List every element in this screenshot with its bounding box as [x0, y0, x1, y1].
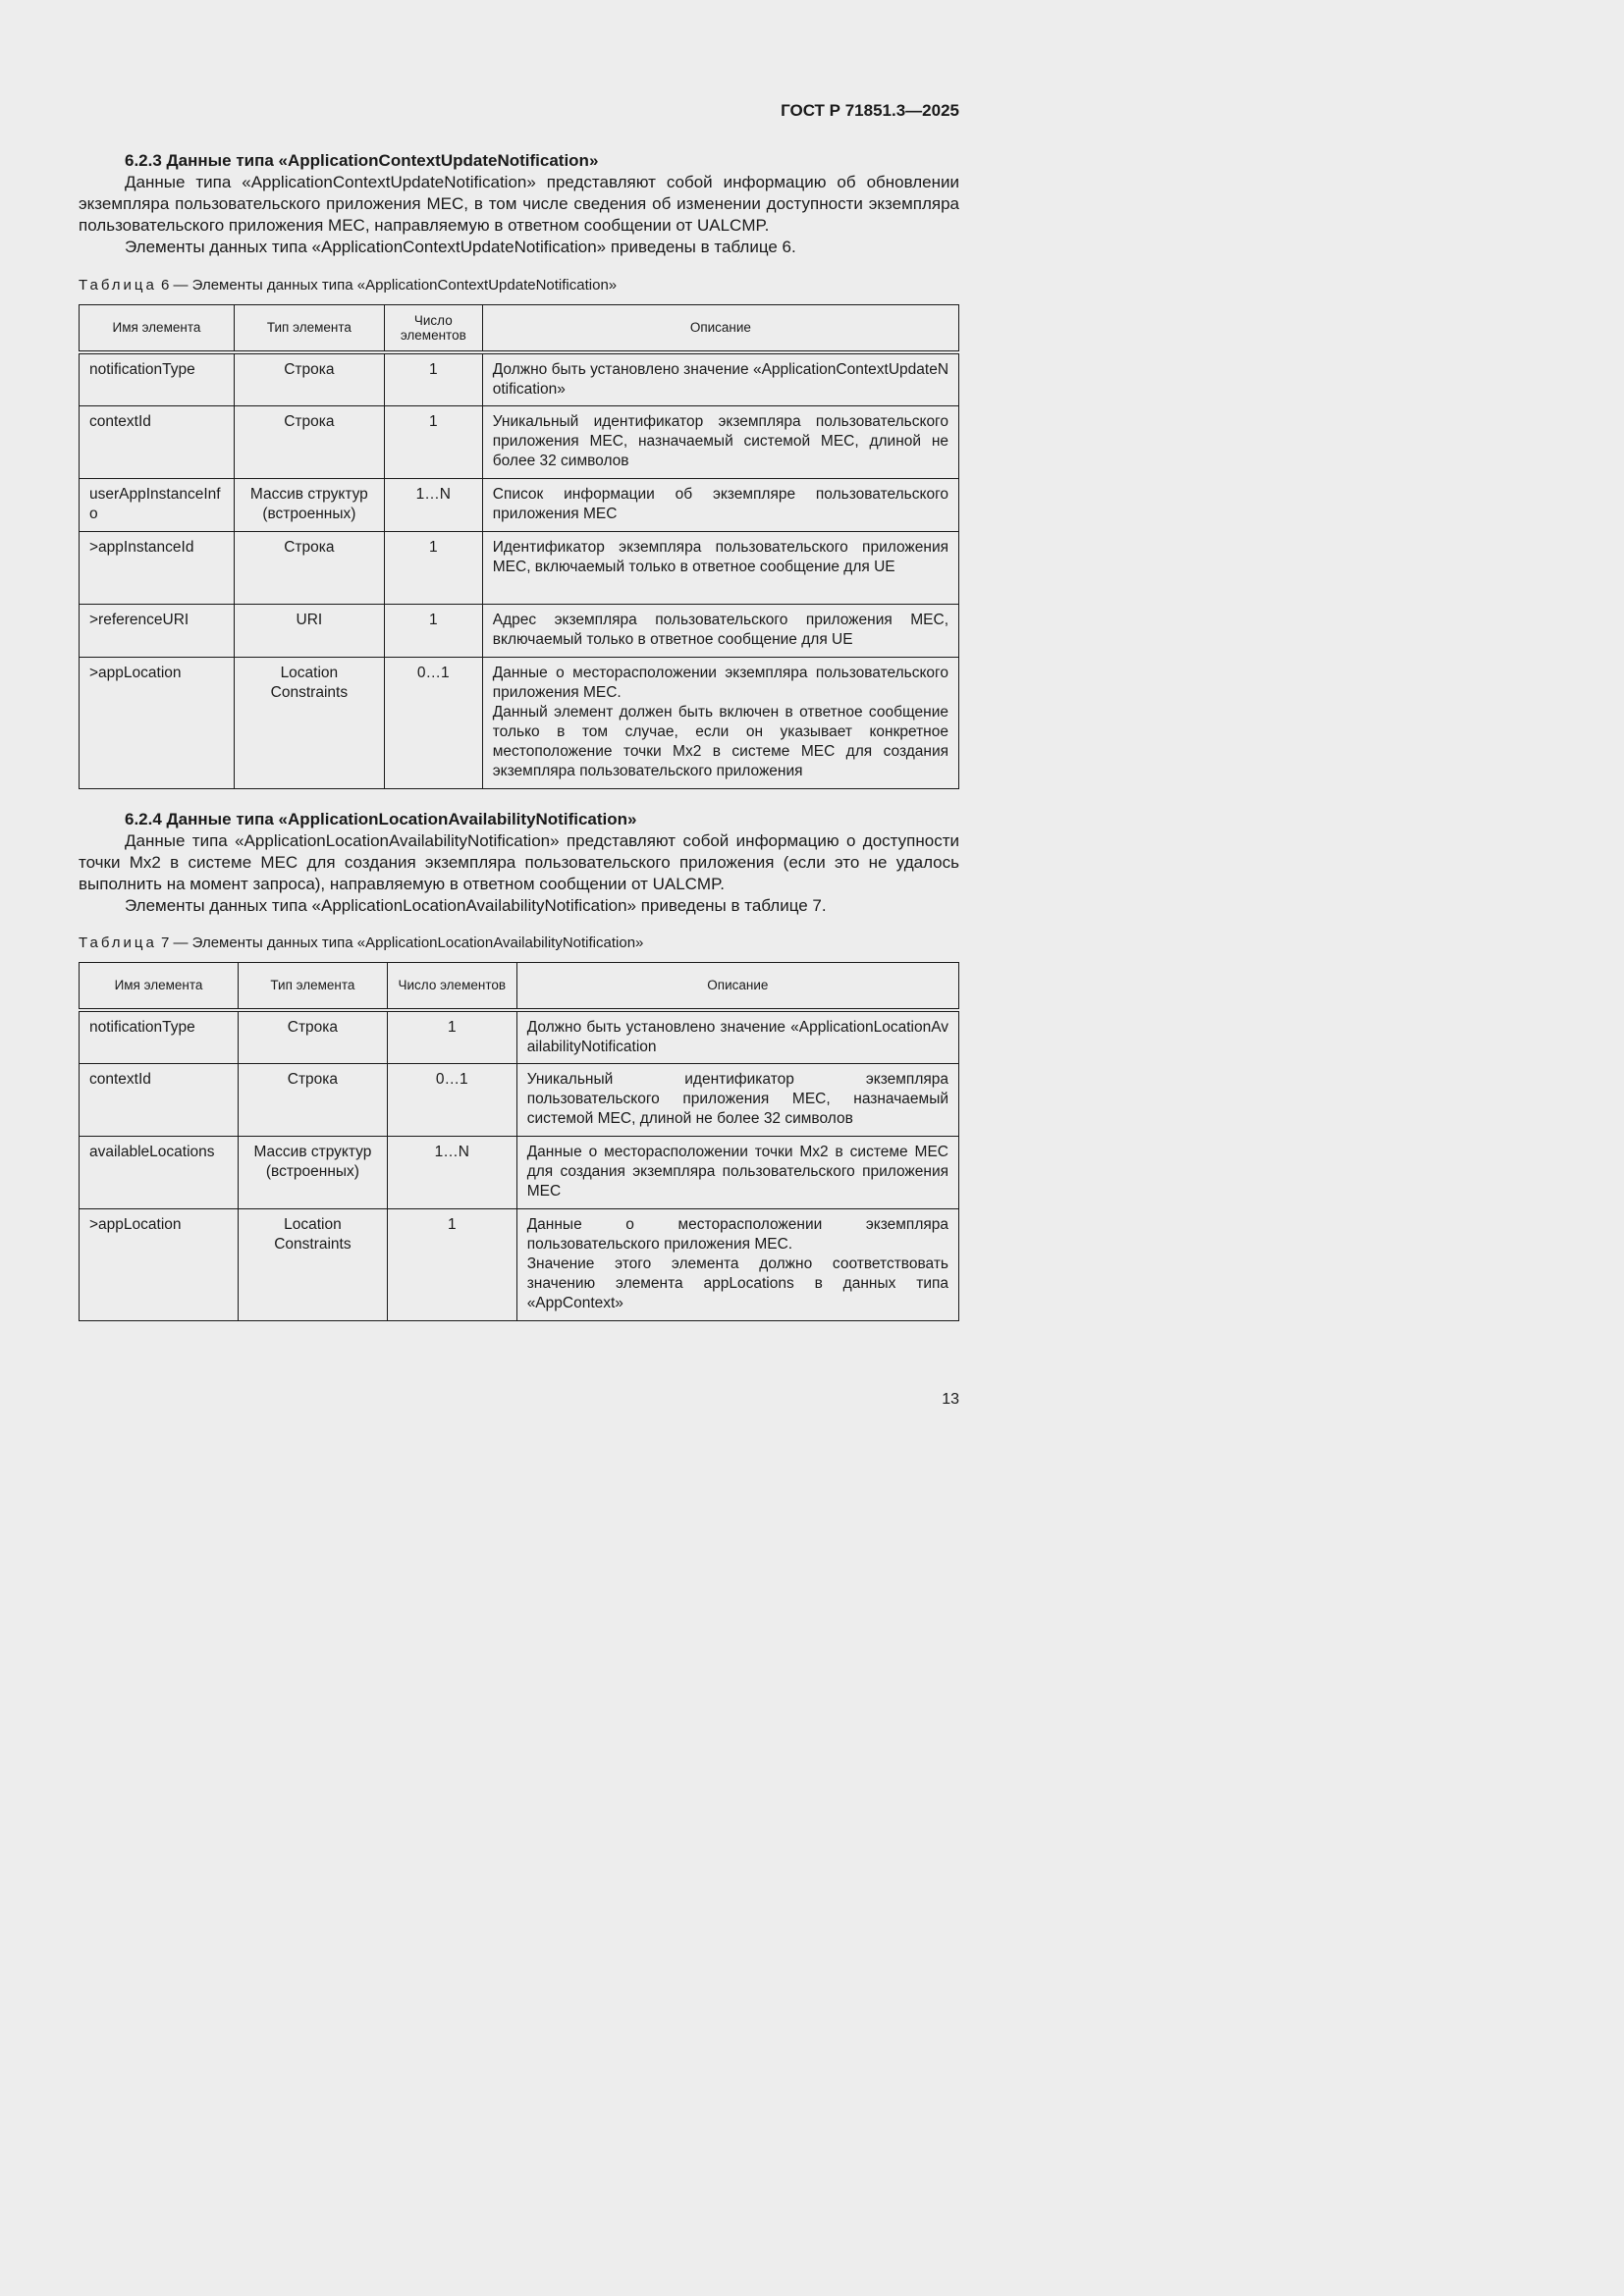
- element-count-cell: 1: [428, 412, 438, 430]
- element-name-cell: >appLocation: [89, 1215, 182, 1233]
- data-table-7: [79, 962, 959, 1321]
- element-name-cell: >appInstanceId: [89, 538, 194, 556]
- element-count-cell: 1…N: [415, 485, 451, 503]
- element-name-cell: >referenceURI: [89, 611, 189, 628]
- caption-text: 7 — Элементы данных типа «ApplicationLocationAvailabilityNotification»: [161, 934, 644, 951]
- element-type-cell: Location Constraints: [274, 1215, 352, 1253]
- description-cell: Уникальный идентификатор экземпляра пользовательского приложения MEC, назначаемый системой MEC, длиной не более 32 символов: [492, 412, 948, 469]
- column-header: Имя элемента: [80, 963, 239, 1010]
- element-name-cell: >appLocation: [89, 664, 182, 681]
- element-name-cell: notificationType: [89, 1018, 195, 1036]
- column-header: Тип элемента: [238, 963, 387, 1010]
- element-name-cell: contextId: [89, 1070, 151, 1088]
- table-row: [80, 657, 959, 788]
- column-header: Тип элемента: [234, 305, 384, 352]
- description-cell: Список информации об экземпляре пользовательского приложения MEC: [492, 485, 948, 522]
- element-name-cell: contextId: [89, 412, 151, 430]
- table-row: [80, 1136, 959, 1208]
- table-row: [80, 352, 959, 406]
- element-count-cell: 1: [447, 1215, 457, 1233]
- table-row: [80, 1010, 959, 1064]
- column-header: Описание: [516, 963, 958, 1010]
- description-cell: [483, 658, 958, 787]
- section-heading: 6.2.3 Данные типа «ApplicationContextUpdateNotification»: [125, 151, 599, 170]
- document-code: ГОСТ Р 71851.3—2025: [781, 101, 959, 120]
- element-type-cell: Строка: [287, 1018, 339, 1036]
- element-count-cell: 1: [447, 1018, 457, 1036]
- table-row: [80, 478, 959, 531]
- paragraph: Элементы данных типа «ApplicationContextUpdateNotification» приведены в таблице 6.: [125, 238, 796, 256]
- element-count-cell: 1: [428, 611, 438, 628]
- column-header: Число элементов: [384, 305, 482, 352]
- element-type-cell: URI: [296, 611, 323, 628]
- description-text: Данные о месторасположении экземпляра пользовательского приложения MEC.: [526, 1215, 948, 1253]
- element-type-cell: Строка: [284, 538, 335, 556]
- table-row: [80, 1063, 959, 1136]
- element-name-cell: userAppInstanceInfo: [89, 485, 221, 522]
- description-text: Значение этого элемента должно соответствовать значению элемента appLocations в данных типа «AppContext»: [526, 1255, 948, 1311]
- description-cell: Данные о месторасположении точки Mx2 в системе MEC для создания экземпляра пользовательского приложения MEC: [526, 1143, 948, 1200]
- page-number: 13: [942, 1391, 959, 1408]
- element-type-cell: Массив структур (встроенных): [249, 485, 368, 522]
- caption-label: Таблица: [79, 277, 157, 294]
- data-table-6: [79, 304, 959, 789]
- element-count-cell: 0…1: [435, 1070, 468, 1088]
- paragraph: Данные типа «ApplicationContextUpdateNotification» представляют собой информацию об обновлении экземпляра пользовательского приложения MEC, в том числе сведения об изменении доступности экземпляра пользовательского приложения MEC, направляемую в ответном сообщении от UALCMP.: [79, 173, 959, 235]
- description-cell: Должно быть установлено значение «ApplicationContextUpdateNotification»: [492, 360, 949, 398]
- element-type-cell: Строка: [284, 412, 335, 430]
- paragraph: Элементы данных типа «ApplicationLocationAvailabilityNotification» приведены в таблице 7.: [125, 896, 827, 915]
- column-header: Имя элемента: [80, 305, 235, 352]
- table-caption: [79, 934, 643, 951]
- table-header-row: [80, 963, 959, 1010]
- table-row: [80, 405, 959, 478]
- description-cell: Уникальный идентификатор экземпляра пользовательского приложения MEC, назначаемый системой MEC, длиной не более 32 символов: [526, 1070, 948, 1127]
- description-text: Данные о месторасположении экземпляра пользовательского приложения MEC.: [492, 664, 948, 701]
- section-6-2-3: [79, 150, 959, 258]
- description-cell: Идентификатор экземпляра пользовательского приложения MEC, включаемый только в ответное сообщение для UE: [492, 538, 948, 575]
- description-cell: Адрес экземпляра пользовательского приложения MEC, включаемый только в ответное сообщение для UE: [492, 611, 948, 648]
- element-count-cell: 1: [428, 360, 438, 378]
- element-count-cell: 1…N: [434, 1143, 469, 1160]
- section-6-2-4: [79, 809, 959, 917]
- element-type-cell: Массив структур (встроенных): [253, 1143, 372, 1180]
- column-header: Описание: [482, 305, 958, 352]
- table-row: [80, 604, 959, 657]
- element-type-cell: Строка: [287, 1070, 339, 1088]
- description-cell: [517, 1209, 958, 1319]
- description-text: Данный элемент должен быть включен в ответное сообщение только в том случае, если он указывает конкретное местоположение точки Mx2 в системе MEC для создания экземпляра пользовательского приложения: [492, 703, 948, 779]
- paragraph: Данные типа «ApplicationLocationAvailabilityNotification» представляют собой информацию о доступности точки Mx2 в системе MEC для создания экземпляра пользовательского приложения (если это не удалось выполнить на момент запроса), направляемую в ответном сообщении от UALCMP.: [79, 831, 959, 893]
- element-name-cell: notificationType: [89, 360, 195, 378]
- table-header-row: [80, 305, 959, 352]
- element-count-cell: 1: [428, 538, 438, 556]
- table-row: [80, 531, 959, 604]
- table-caption: [79, 277, 617, 294]
- caption-label: Таблица: [79, 934, 157, 951]
- element-type-cell: Location Constraints: [270, 664, 349, 701]
- section-heading: 6.2.4 Данные типа «ApplicationLocationAvailabilityNotification»: [125, 810, 637, 828]
- table-row: [80, 1208, 959, 1320]
- description-cell: Должно быть установлено значение «ApplicationLocationAvailabilityNotification: [526, 1018, 948, 1055]
- column-header: Число элементов: [387, 963, 516, 1010]
- element-count-cell: 0…1: [416, 664, 450, 681]
- element-type-cell: Строка: [284, 360, 335, 378]
- element-name-cell: availableLocations: [89, 1143, 215, 1160]
- caption-text: 6 — Элементы данных типа «ApplicationContextUpdateNotification»: [161, 277, 618, 294]
